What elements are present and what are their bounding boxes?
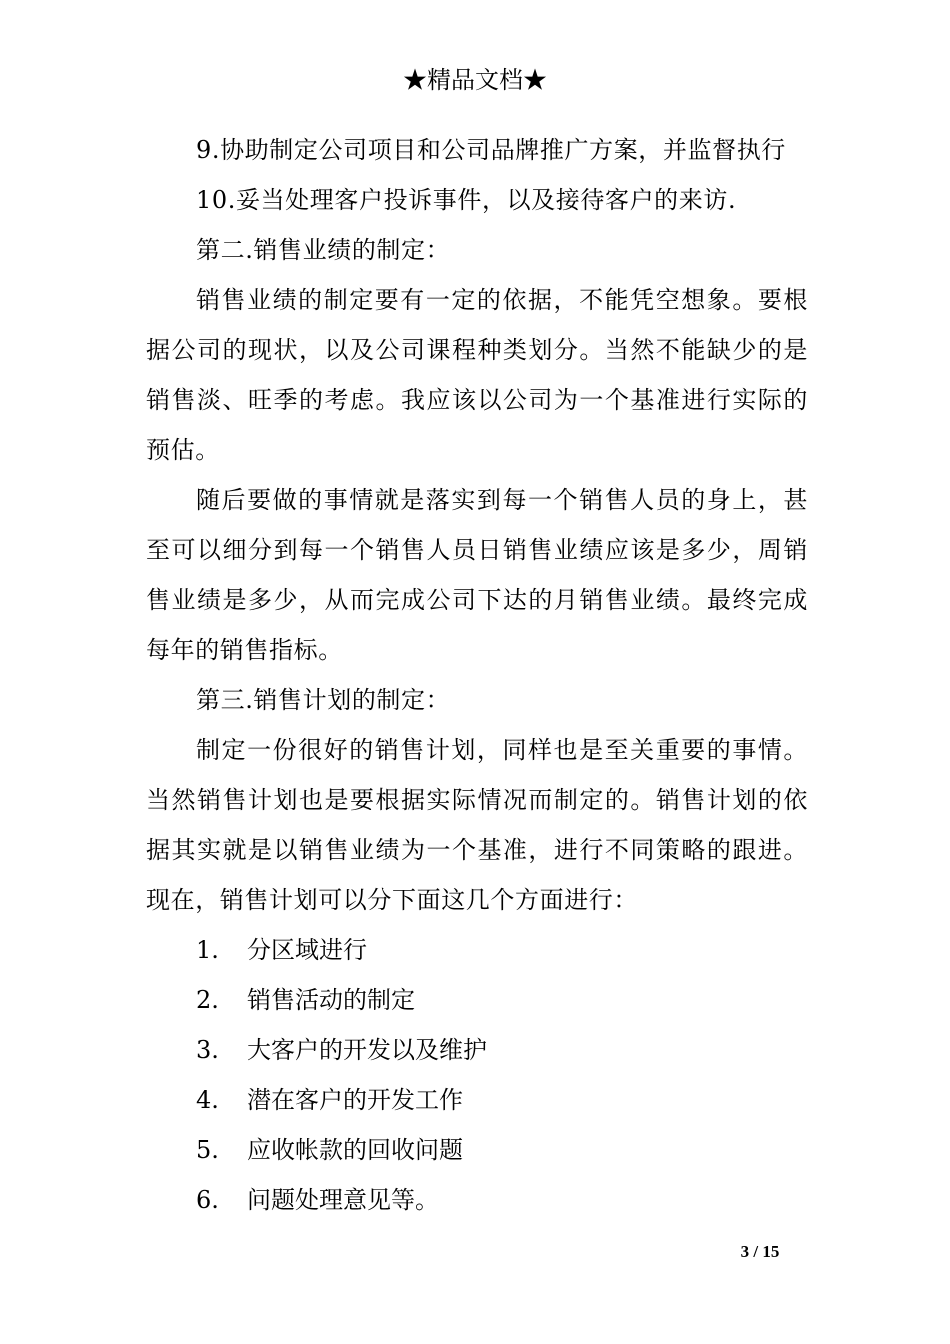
document-header: ★精品文档★: [403, 66, 547, 94]
paragraph-item-10: 10.妥当处理客户投诉事件，以及接待客户的来访.: [196, 186, 737, 214]
list-item-text: 应收帐款的回收问题: [247, 1136, 463, 1164]
page-number: 3 / 15: [740, 1242, 780, 1261]
list-item-text: 分区域进行: [247, 936, 367, 964]
list-item-number: 6.: [196, 1186, 219, 1214]
list-item: [146, 1075, 808, 1125]
list-item: [146, 1025, 808, 1075]
document-body: [146, 125, 808, 1225]
list-item-number: 2.: [196, 986, 219, 1014]
paragraph-sales-plan: 制定一份很好的销售计划，同样也是至关重要的事情。当然销售计划也是要根据实际情况而制定的。销售计划的依据其实就是以销售业绩为一个基准，进行不同策略的跟进。现在，销售计划可以分下面这几个方面进行：: [146, 736, 808, 914]
list-item: [146, 1125, 808, 1175]
list-item-number: 4.: [196, 1086, 219, 1114]
section-heading-3: 第三.销售计划的制定：: [196, 686, 451, 714]
list-item-number: 3.: [196, 1036, 219, 1064]
sales-plan-list: [146, 925, 808, 1225]
list-item-number: 5.: [196, 1136, 219, 1164]
list-item-text: 大客户的开发以及维护: [247, 1036, 487, 1064]
list-item-number: 1.: [196, 936, 219, 964]
list-item: [146, 925, 808, 975]
list-item: [146, 1175, 808, 1225]
paragraph-sales-breakdown: 随后要做的事情就是落实到每一个销售人员的身上，甚至可以细分到每一个销售人员日销售业绩应该是多少，周销售业绩是多少，从而完成公司下达的月销售业绩。最终完成每年的销售指标。: [146, 486, 808, 664]
list-item-text: 问题处理意见等。: [247, 1186, 439, 1214]
list-item: [146, 975, 808, 1025]
list-item-text: 潜在客户的开发工作: [247, 1086, 463, 1114]
paragraph-item-9: 9.协助制定公司项目和公司品牌推广方案，并监督执行: [196, 136, 786, 164]
paragraph-sales-target: 销售业绩的制定要有一定的依据，不能凭空想象。要根据公司的现状，以及公司课程种类划分。当然不能缺少的是销售淡、旺季的考虑。我应该以公司为一个基准进行实际的预估。: [146, 286, 808, 464]
list-item-text: 销售活动的制定: [247, 986, 415, 1014]
section-heading-2: 第二.销售业绩的制定：: [196, 236, 451, 264]
